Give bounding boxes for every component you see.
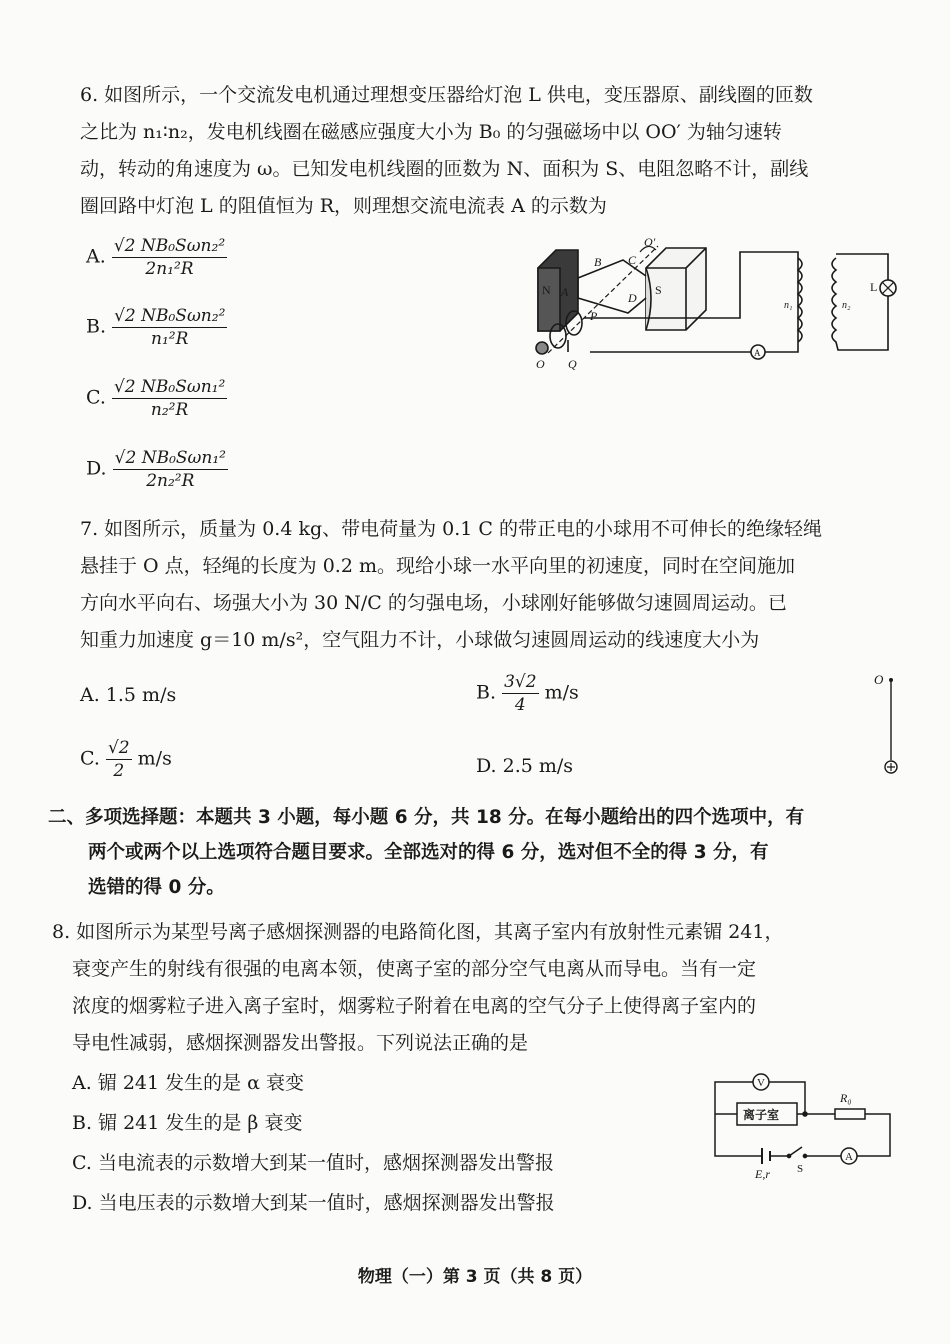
q6-line: 动，转动的角速度为 ω。已知发电机线圈的匝数为 N、面积为 S、电阻忽略不计，副线 xyxy=(80,158,809,180)
q6-option-d-fraction: $\frac{\text{√2 NB₀Sωn₁²}}{\text{2n₂²R}}$ xyxy=(114,448,226,491)
q8-option-d[interactable]: D. 当电压表的示数增大到某一值时，感烟探测器发出警报 xyxy=(72,1192,555,1214)
q7-line: 方向水平向右、场强大小为 30 N/C 的匀强电场，小球刚好能够做匀速圆周运动。已 xyxy=(80,592,787,614)
label-r0: R₀ xyxy=(840,1091,852,1105)
q6-option-b[interactable]: B. $\frac{\text{√2 NB₀Sωn₂²}}{\text{n₁²R}}$ xyxy=(86,306,226,349)
q8-line: 导电性减弱，感烟探测器发出警报。下列说法正确的是 xyxy=(72,1032,529,1054)
q6-option-a-fraction: $\frac{\text{√2 NB₀Sωn₂²}}{\text{2n₁²R}}$ xyxy=(113,236,226,279)
q6-generator-figure xyxy=(528,228,918,378)
q8-option-b[interactable]: B. 镅 241 发生的是 β 衰变 xyxy=(72,1112,303,1134)
q8-line: 衰变产生的射线有很强的电离本领，使离子室的部分空气电离从而导电。当有一定 xyxy=(72,958,757,980)
q6-line: 之比为 n₁∶n₂，发电机线圈在磁感应强度大小为 B₀ 的匀强磁场中以 OO′ 为轴匀速转 xyxy=(80,121,782,143)
label-ammeter: A xyxy=(754,348,761,358)
q6-option-a[interactable]: A. $\frac{\text{√2 NB₀Sωn₂²}}{\text{2n₁²R}}$ xyxy=(86,236,226,279)
label-o-point: O xyxy=(874,672,884,687)
q6-option-c[interactable]: C. $\frac{\text{√2 NB₀Sωn₁²}}{\text{n₂²R}}$ xyxy=(86,377,226,420)
q7-option-c[interactable]: C. $\frac{√2}{2}$ m/s xyxy=(80,738,172,781)
q7-line: 知重力加速度 g＝10 m/s²，空气阻力不计，小球做匀速圆周运动的线速度大小为 xyxy=(80,629,760,651)
question-7-stem xyxy=(80,511,905,659)
page-footer: 物理（一）第 3 页（共 8 页） xyxy=(357,1267,593,1287)
switch xyxy=(789,1147,802,1156)
q7-option-a[interactable]: A. 1.5 m/s xyxy=(80,684,177,706)
q7-line: 7. 如图所示，质量为 0.4 kg、带电荷量为 0.1 C 的带正电的小球用不可伸长的绝缘轻绳 xyxy=(80,518,823,540)
section-2-heading: 二、多项选择题：本题共 3 小题，每小题 6 分，共 18 分。在每小题给出的四个选项中，有 两个或两个以上选项符合题目要求。全部选对的得 6 分，选对但不全的得 3 分，有 选错的得 0 分。 xyxy=(48,807,805,898)
label-c: C xyxy=(628,253,637,267)
question-6-stem xyxy=(80,77,905,225)
label-d: D xyxy=(628,291,637,305)
question-8-stem xyxy=(52,914,907,1062)
label-voltmeter: V xyxy=(757,1077,765,1089)
label-e-r: E,r xyxy=(755,1167,770,1181)
q6-option-b-fraction: $\frac{\text{√2 NB₀Sωn₂²}}{\text{n₁²R}}$ xyxy=(114,306,226,349)
label-n2: n₂ xyxy=(842,300,851,311)
battery xyxy=(762,1148,770,1164)
q7-pendulum-figure xyxy=(870,668,910,783)
label-n1: n₁ xyxy=(784,300,793,311)
label-ammeter: A xyxy=(845,1151,853,1163)
label-o-prime: O′ xyxy=(644,235,656,249)
label-p: P xyxy=(590,309,598,323)
label-b: B xyxy=(594,255,602,269)
label-n: N xyxy=(542,283,551,297)
q7-option-d[interactable]: D. 2.5 m/s xyxy=(476,755,574,777)
label-a: A xyxy=(561,285,569,299)
label-o: O xyxy=(536,357,545,371)
q8-line: 8. 如图所示为某型号离子感烟探测器的电路简化图，其离子室内有放射性元素镅 241， xyxy=(52,921,784,943)
q7-line: 悬挂于 O 点，轻绳的长度为 0.2 m。现给小球一水平向里的初速度，同时在空间施加 xyxy=(80,555,795,577)
q6-line: 圈回路中灯泡 L 的阻值恒为 R，则理想交流电流表 A 的示数为 xyxy=(80,195,607,217)
resistor-r0 xyxy=(835,1109,865,1119)
q6-option-d[interactable]: D. $\frac{\text{√2 NB₀Sωn₁²}}{\text{2n₂²R}}$ xyxy=(86,448,226,491)
label-ion-chamber: 离子室 xyxy=(743,1108,780,1122)
q8-option-c[interactable]: C. 当电流表的示数增大到某一值时，感烟探测器发出警报 xyxy=(72,1152,554,1174)
label-q: Q xyxy=(568,357,577,371)
brush-o xyxy=(536,342,548,354)
q8-option-a[interactable]: A. 镅 241 发生的是 α 衰变 xyxy=(72,1072,305,1094)
q8-line: 浓度的烟雾粒子进入离子室时，烟雾粒子附着在电离的空气分子上使得离子室内的 xyxy=(72,995,757,1017)
label-switch: S xyxy=(797,1163,804,1175)
q6-option-c-fraction: $\frac{\text{√2 NB₀Sωn₁²}}{\text{n₂²R}}$ xyxy=(113,377,226,420)
secondary-coil xyxy=(832,254,888,350)
q8-options xyxy=(72,1063,692,1223)
label-lamp: L xyxy=(870,280,878,294)
q8-circuit-figure xyxy=(705,1072,905,1182)
label-s: S xyxy=(655,283,662,297)
q7-option-b[interactable]: B. $\frac{3√2}{4}$ m/s xyxy=(476,672,579,715)
q6-line: 6. 如图所示，一个交流发电机通过理想变压器给灯泡 L 供电，变压器原、副线圈的匝数 xyxy=(80,84,813,106)
